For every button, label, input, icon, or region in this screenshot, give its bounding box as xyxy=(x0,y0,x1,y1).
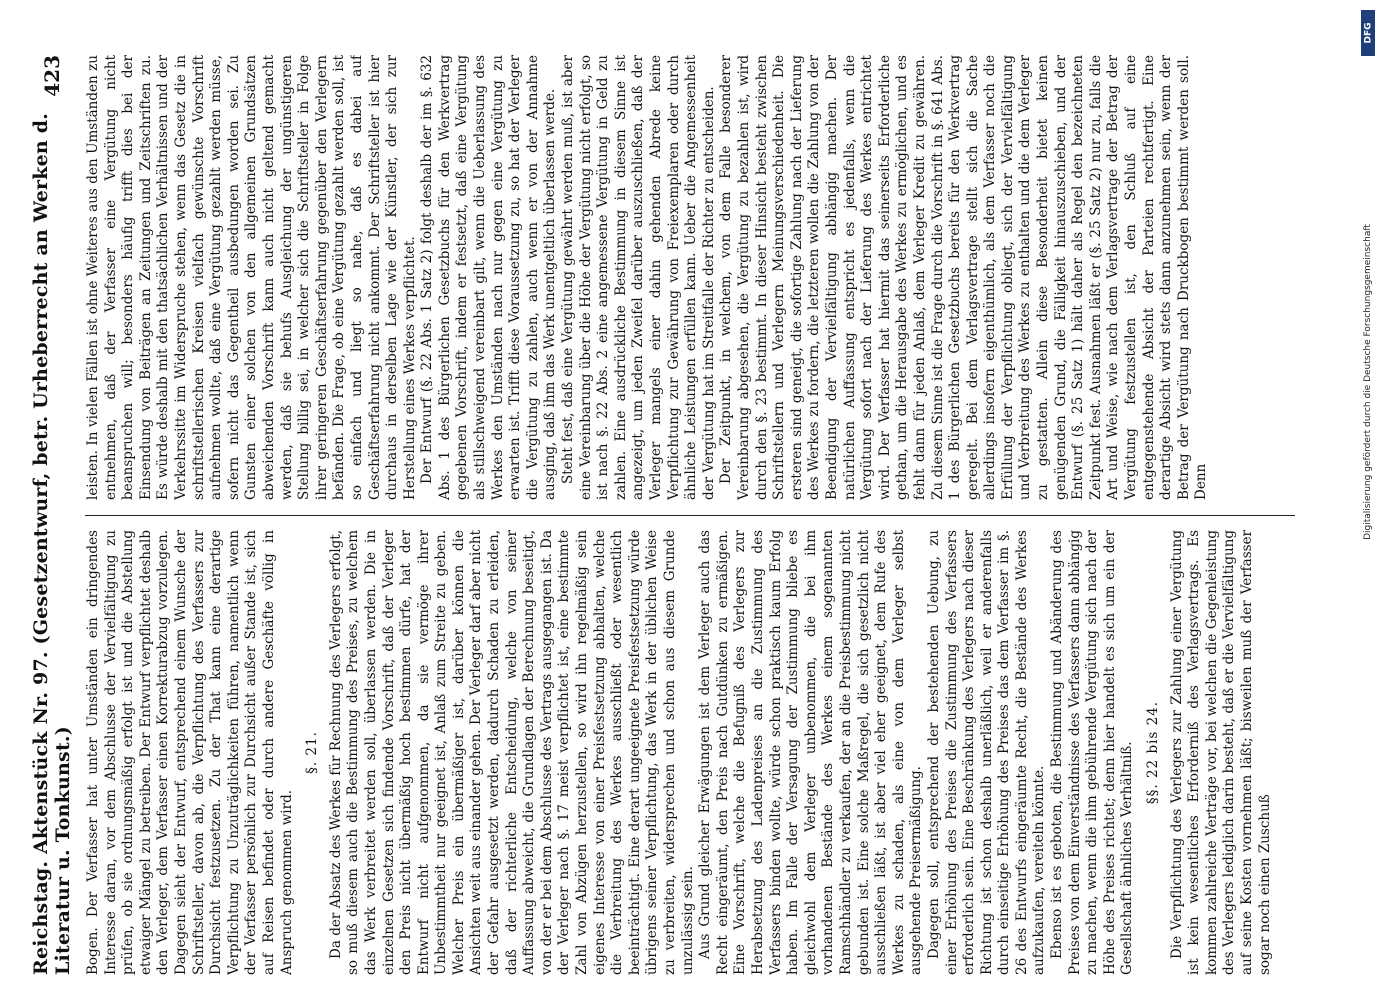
paragraph: leisten. In vielen Fällen ist ohne Weiteres aus den Umständen zu entnehmen, daß der Verfasser eine Vergütung nicht beanspruchen will; besonders häufig trifft dies bei der Einsendung von Beiträgen an Zeitungen und Zeitschriften zu. Es würde deshalb mit den thatsächlichen Verhältnissen und der Verkehrssitte im Widerspruche stehen, wenn das Gesetz die in schriftstellerischen Kreisen vielfach gewünschte Vorschrift aufnehmen wollte, daß eine Vergütung gezahlt werden müsse, sofern nicht das Gegentheil ausbedungen worden sei. Zu Gunsten einer solchen von den allgemeinen Grundsätzen abweichenden Vorschrift kann auch nicht geltend gemacht werden, daß sie behufs Ausgleichung der ungünstigeren Stellung billig sei, in welcher sich die Schriftsteller in Folge ihrer geringeren Geschäftserfahrung gegenüber den Verlegern befänden. Die Frage, ob eine Vergütung gezahlt werden soll, ist so einfach und liegt so nahe, daß es dabei auf Geschäftserfahrung nicht ankommt. Der Schriftsteller ist hier durchaus in derselben Lage wie der Künstler, der sich zur Herstellung eines Werkes verpflichtet. xyxy=(85,55,418,500)
paragraph: Da der Absatz des Werkes für Rechnung des Verlegers erfolgt, so muß diesem auch die Bestimmung des Preises, zu welchem das Werk verbreitet werden soll, überlassen werden. Die in einzelnen Gesetzen sich findende Vorschrift, daß der Verleger den Preis nicht übermäßig hoch bestimmen dürfe, hat der Entwurf nicht aufgenommen, da sie vermöge ihrer Unbestimmtheit nur geeignet ist, Anlaß zum Streite zu geben. Welcher Preis ein übermäßiger ist, darüber können die Ansichten weit aus einander gehen. Der Verleger darf aber nicht der Gefahr ausgesetzt werden, dadurch Schaden zu erleiden, daß der richterliche Entscheidung, welche von seiner Auffassung abweicht, die Grundlagen der Berechnung beseitigt, von der er bei dem Abschlusse des Vertrags ausgegangen ist. Da der Verleger nach §. 17 meist verpflichtet ist, eine bestimmte Zahl von Abzügen herzustellen, so wird ihn regelmäßig sein eigenes Interesse von einer Preisfestsetzung abhalten, welche die Verbreitung des Werkes ausschließt oder wesentlich beeinträchtigt. Eine derart ungeeignete Preisfestsetzung würde übrigens seiner Verpflichtung, das Werk in der üblichen Weise zu verbreiten, widersprechen und schon aus diesem Grunde unzulässig sein. xyxy=(327,530,696,975)
right-column xyxy=(85,55,1295,500)
text-columns xyxy=(85,55,1295,975)
paragraph: Ebenso ist es geboten, die Bestimmung und Abänderung des Preises von dem Einverständnisse des Verfassers dann abhängig zu machen, wenn die ihm gebührende Vergütung sich nach der Höhe des Preises richtet; denn hier handelt es sich um ein der Gesellschaft ähnliches Verhältniß. xyxy=(1049,530,1136,975)
digitization-sidebar xyxy=(1361,10,1375,710)
paragraph: Dagegen soll, entsprechend der bestehenden Uebung, zu einer Erhöhung des Preises die Zustimmung des Verfassers erforderlich sein. Eine Beschränkung des Verlegers nach dieser Richtung ist schon deshalb unerläßlich, weil er anderenfalls durch einseitige Erhöhung des Preises das dem Verfasser im §. 26 des Entwurfs eingeräumte Recht, die Bestände des Werkes aufzukaufen, vereiteln könnte. xyxy=(925,530,1048,975)
dfg-logo-text: DFG xyxy=(1363,22,1374,44)
digitization-note xyxy=(1361,62,1375,702)
dfg-logo xyxy=(1361,10,1375,56)
column-divider xyxy=(85,515,1295,516)
paragraph: Die Verpflichtung des Verlegers zur Zahlung einer Vergütung ist kein wesentliches Erforderniß des Verlagsvertrags. Es kommen zahlreiche Verträge vor, bei welchen die Gegenleistung des Verlegers lediglich darin besteht, daß er die Vervielfältigung auf seine Kosten vornehmen läßt; bisweilen muß der Verfasser sogar noch einen Zuschuß xyxy=(1168,530,1273,975)
paragraph: Der Zeitpunkt, in welchem, von dem Falle besonderer Vereinbarung abgesehen, die Vergütung zu bezahlen ist, wird durch den §. 23 bestimmt. In dieser Hinsicht besteht zwischen Schriftstellern und Verlegern Meinungsverschiedenheit. Die ersteren sind geneigt, die sofortige Zahlung nach der Lieferung des Werkes zu fordern, die letzteren wollen die Zahlung von der Beendigung der Vervielfältigung abhängig machen. Der natürlichen Auffassung entspricht es jedenfalls, wenn die Vergütung sofort nach der Lieferung des Werkes entrichtet wird. Der Verfasser hat hiermit das seinerseits Erforderliche gethan, um die Herausgabe des Werkes zu ermöglichen, und es fehlt dann für jeden Anlaß, dem Verleger Kredit zu gewähren. Zu diesem Sinne ist die Frage durch die Vorschrift in §. 641 Abs. 1 des Bürgerlichen Gesetzbuchs bereits für den Werkvertrag geregelt. Bei dem Verlagsvertrage stellt sich die Sache allerdings insofern eigenthümlich, als dem Verfasser noch die Erfüllung der Verpflichtung obliegt, sich der Vervielfältigung und Verbreitung des Werkes zu enthalten und die dem Verleger zu gestatten. Allein diese Besonderheit bietet keinen genügenden Grund, die Fälligkeit hinauszuschieben, und der Entwurf (§. 25 Satz 1) hält daher als Regel den bezeichneten Zeitpunkt fest. Ausnahmen läßt er (§. 25 Satz 2) nur zu, falls die Art und Weise, wie nach dem Verlagsvertrage der Betrag der Vergütung festzustellen ist, den Schluß auf eine entgegenstehende Absicht der Parteien rechtfertigt. Eine derartige Absicht wird stets dann anzunehmen sein, wenn der Betrag der Vergütung nach Druckbogen bestimmt werden soll. Denn xyxy=(718,55,1210,500)
digitization-note-text: Digitalisierung gefördert durch die Deutsche Forschungsgemeinschaft xyxy=(1363,224,1373,540)
section-heading-21: §. 21. xyxy=(304,731,321,774)
left-column xyxy=(85,530,1295,975)
rotated-page-content xyxy=(30,55,1295,975)
paragraph: Aus Grund gleicher Erwägungen ist dem Verleger auch das Recht eingeräumt, den Preis nach Gutdünken zu ermäßigen. Eine Vorschrift, welche die Befugniß des Verlegers zur Herabsetzung des Ladenpreises an die Zustimmung des Verfassers binden wollte, würde schon praktisch kaum Erfolg haben. Im Falle der Versagung der Zustimmung bliebe es gleichwohl dem Verleger unbenommen, die bei ihm vorhandenen Bestände des Werkes einem sogenannten Ramschhändler zu verkaufen, der an die Preisbestimmung nicht gebunden ist. Eine solche Maßregel, die sich gesetzlich nicht ausschließen läßt, ist aber viel eher geeignet, dem Rufe des Werkes zu schaden, als eine von dem Verleger selbst ausgehende Preisermäßigung. xyxy=(697,530,925,975)
header-title: Reichstag. Aktenstück Nr. 97. (Gesetzentwurf, betr. Urheberrecht an Werken d. Literatur u. Tonkunst.) xyxy=(30,112,74,975)
page-header xyxy=(30,55,74,975)
section-heading-22-24: §§. 22 bis 24. xyxy=(1145,700,1162,805)
paragraph: Bogen. Der Verfasser hat unter Umständen ein dringendes Interesse daran, vor dem Abschlusse der Vervielfältigung zu prüfen, ob sie ordnungsmäßig erfolgt ist und die Abstellung etwaiger Mängel zu betreiben. Der Entwurf verpflichtet deshalb den Verleger, dem Verfasser einen Korrekturabzug vorzulegen. Dagegen sieht der Entwurf, entsprechend einem Wunsche der Schriftsteller, davon ab, die Verpflichtung des Verfassers zur Durchsicht festzusetzen. Zu der That kann eine derartige Verpflichtung zu Unzuträglichkeiten führen, namentlich wenn der Verfasser persönlich zur Durchsicht außer Stande ist, sich auf Reisen befindet oder durch andere Geschäfte völlig in Anspruch genommen wird. xyxy=(85,530,295,975)
page-number: 423 xyxy=(40,55,64,97)
paragraph: Der Entwurf (§. 22 Abs. 1 Satz 2) folgt deshalb der im §. 632 Abs. 1 des Bürgerlichen Gesetzbuchs für den Werkvertrag gegebenen Vorschrift, indem er festsetzt, daß eine Vergütung als stillschweigend vereinbart gilt, wenn die Ueberlassung des Werkes den Umständen nach nur gegen eine Vergütung zu erwarten ist. Trifft diese Voraussetzung zu, so hat der Verleger die Vergütung zu zahlen, auch wenn er von der Annahme ausging, daß ihm das Werk unentgeltlich überlassen werde. xyxy=(419,55,559,500)
paragraph: Steht fest, daß eine Vergütung gewährt werden muß, ist aber eine Vereinbarung über die Höhe der Vergütung nicht erfolgt, so ist nach §. 22 Abs. 2 eine angemessene Vergütung in Geld zu zahlen. Eine ausdrückliche Bestimmung in diesem Sinne ist angezeigt, um jeden Zweifel darüber auszuschließen, daß der Verleger mangels einer dahin gehenden Abrede keine Verpflichtung zur Gewährung von Freiexemplaren oder durch ähnliche Leistungen erfüllen kann. Ueber die Angemessenheit der Vergütung hat im Streitfalle der Richter zu entscheiden. xyxy=(560,55,717,500)
